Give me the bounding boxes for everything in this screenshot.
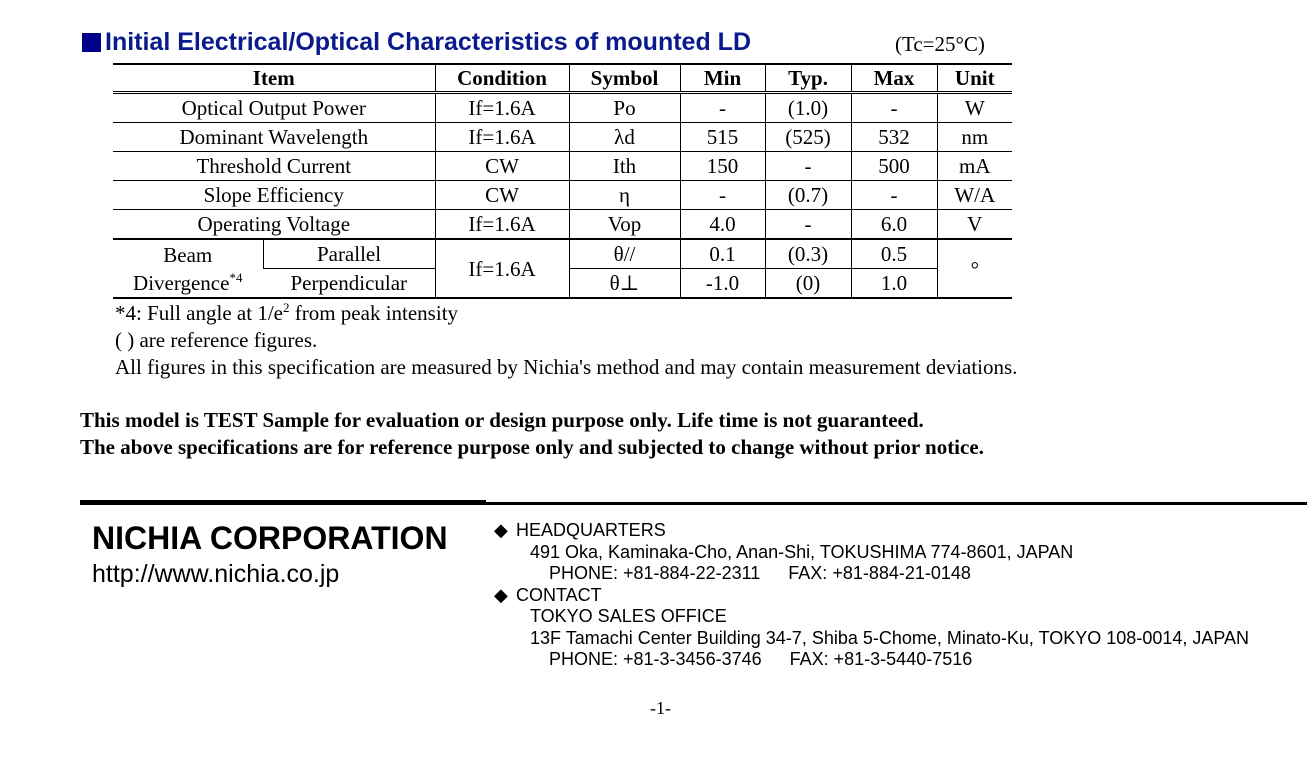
- cell-min: 150: [680, 152, 765, 181]
- square-bullet-icon: [82, 33, 101, 52]
- cell-typ: (0.7): [765, 181, 851, 210]
- header-symbol: Symbol: [569, 64, 680, 93]
- hq-phone: PHONE: +81-884-22-2311: [549, 563, 761, 583]
- cell-typ: (0): [765, 269, 851, 299]
- diamond-icon: ◆: [494, 584, 508, 605]
- hq-fax: FAX: +81-884-21-0148: [788, 563, 971, 583]
- cell-typ: (1.0): [765, 93, 851, 123]
- hq-phone-fax: [494, 563, 1249, 585]
- cell-unit: W: [937, 93, 1012, 123]
- cell-condition: If=1.6A: [435, 123, 569, 152]
- cell-item: Operating Voltage: [113, 210, 435, 240]
- cell-condition: CW: [435, 181, 569, 210]
- cell-unit: nm: [937, 123, 1012, 152]
- footnote-superscript: 2: [282, 300, 290, 315]
- header-item: Item: [113, 64, 435, 93]
- cell-max: 532: [851, 123, 937, 152]
- cell-unit: °: [937, 239, 1012, 298]
- cell-beam-divergence-label: [113, 239, 263, 298]
- header-unit: Unit: [937, 64, 1012, 93]
- contact-heading: [494, 585, 1249, 607]
- contact-addresses: [494, 520, 1249, 671]
- cell-symbol: Po: [569, 93, 680, 123]
- header-min: Min: [680, 64, 765, 93]
- table-row: [113, 152, 1012, 181]
- cell-min: 4.0: [680, 210, 765, 240]
- cell-condition: If=1.6A: [435, 210, 569, 240]
- cell-min: 515: [680, 123, 765, 152]
- beam-footnote-marker: *4: [229, 269, 243, 285]
- reference-note: ( ) are reference figures.: [115, 328, 318, 352]
- cell-symbol: Vop: [569, 210, 680, 240]
- cell-unit: W/A: [937, 181, 1012, 210]
- measurement-note: All figures in this specification are measured by Nichia's method and may contain measurement deviations.: [115, 355, 1018, 379]
- cell-item: Dominant Wavelength: [113, 123, 435, 152]
- cell-max: 500: [851, 152, 937, 181]
- company-name: NICHIA CORPORATION: [92, 520, 448, 556]
- footer-divider: [80, 500, 486, 505]
- cell-typ: -: [765, 210, 851, 240]
- hq-label: HEADQUARTERS: [516, 520, 666, 540]
- cell-symbol: θ//: [569, 239, 680, 269]
- cell-symbol: η: [569, 181, 680, 210]
- footnote-4: [115, 300, 1017, 327]
- table-row-beam-parallel: [113, 239, 1012, 269]
- cell-typ: (0.3): [765, 239, 851, 269]
- cell-condition: CW: [435, 152, 569, 181]
- disclaimer-line-2: The above specifications are for reference purpose only and subjected to change without prior notice.: [80, 435, 984, 459]
- section-title: Initial Electrical/Optical Characteristics of mounted LD: [105, 28, 751, 56]
- office-phone-fax: [494, 649, 1249, 671]
- cell-typ: (525): [765, 123, 851, 152]
- cell-sub-item: Perpendicular: [263, 269, 435, 299]
- table-row: [113, 93, 1012, 123]
- office-phone: PHONE: +81-3-3456-3746: [549, 649, 762, 669]
- cell-unit: V: [937, 210, 1012, 240]
- cell-min: 0.1: [680, 239, 765, 269]
- temperature-condition: (Tc=25°C): [895, 32, 985, 56]
- cell-unit: mA: [937, 152, 1012, 181]
- cell-condition: If=1.6A: [435, 239, 569, 298]
- cell-typ: -: [765, 152, 851, 181]
- table-notes: [115, 300, 1017, 381]
- cell-item: Slope Efficiency: [113, 181, 435, 210]
- cell-min: -1.0: [680, 269, 765, 299]
- characteristics-table: [113, 63, 1012, 299]
- cell-symbol: λd: [569, 123, 680, 152]
- header-condition: Condition: [435, 64, 569, 93]
- table-row: [113, 123, 1012, 152]
- disclaimer: [80, 407, 984, 461]
- disclaimer-line-1: This model is TEST Sample for evaluation or design purpose only. Life time is not guaranteed.: [80, 408, 924, 432]
- beam-label-line1: Beam: [163, 242, 213, 267]
- office-address: 13F Tamachi Center Building 34-7, Shiba 5-Chome, Minato-Ku, TOKYO 108-0014, JAPAN: [530, 627, 1250, 648]
- cell-symbol: θ⊥: [569, 269, 680, 299]
- cell-max: 6.0: [851, 210, 937, 240]
- footer-divider-thin: [486, 502, 1307, 505]
- footnote-prefix: *4: Full angle at 1/e: [115, 301, 283, 325]
- page-number: -1-: [650, 698, 671, 718]
- cell-sub-item: Parallel: [263, 239, 435, 269]
- cell-item: Optical Output Power: [113, 93, 435, 123]
- company-url[interactable]: http://www.nichia.co.jp: [92, 560, 340, 588]
- cell-max: -: [851, 93, 937, 123]
- beam-label-line2: Divergence: [133, 270, 230, 295]
- cell-condition: If=1.6A: [435, 93, 569, 123]
- cell-min: -: [680, 93, 765, 123]
- cell-max: -: [851, 181, 937, 210]
- cell-item: Threshold Current: [113, 152, 435, 181]
- header-max: Max: [851, 64, 937, 93]
- section-heading: [82, 28, 1012, 62]
- header-typ: Typ.: [765, 64, 851, 93]
- cell-max: 1.0: [851, 269, 937, 299]
- contact-label: CONTACT: [516, 584, 602, 605]
- cell-symbol: Ith: [569, 152, 680, 181]
- diamond-icon: ◆: [494, 520, 508, 540]
- table-row: [113, 181, 1012, 210]
- table-row: [113, 210, 1012, 240]
- footnote-suffix: from peak intensity: [289, 301, 459, 325]
- office-name: TOKYO SALES OFFICE: [530, 606, 727, 626]
- cell-max: 0.5: [851, 239, 937, 269]
- office-fax: FAX: +81-3-5440-7516: [789, 649, 973, 669]
- hq-address: 491 Oka, Kaminaka-Cho, Anan-Shi, TOKUSHIMA 774-8601, JAPAN: [530, 541, 1074, 562]
- cell-min: -: [680, 181, 765, 210]
- table-header-row: [113, 64, 1012, 93]
- hq-heading: [494, 520, 1249, 542]
